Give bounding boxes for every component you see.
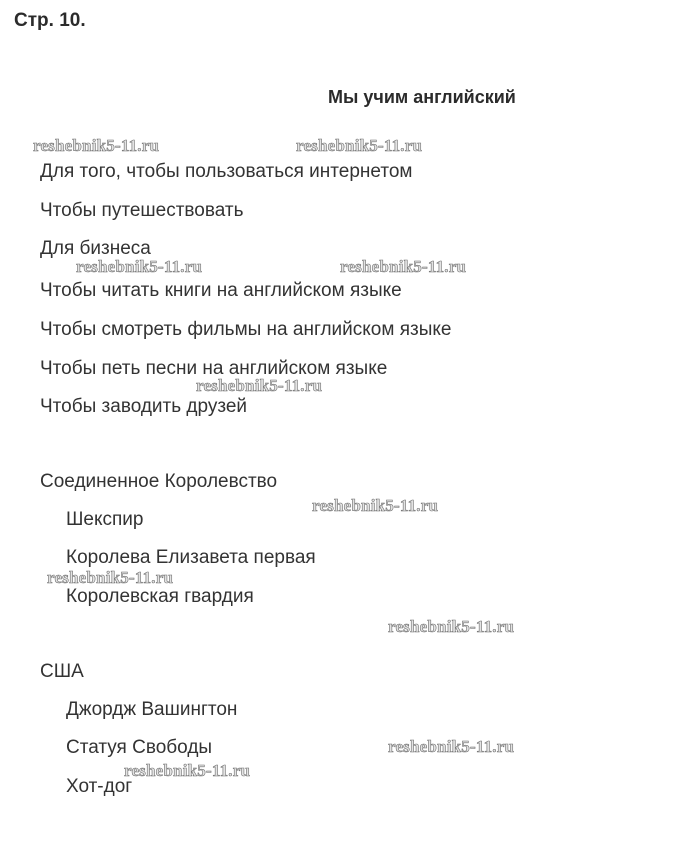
usa-item-hotdog: Хот-дог xyxy=(66,776,133,797)
watermark: reshebnik5-11.ru xyxy=(340,257,467,276)
usa-item-liberty: Статуя Свободы xyxy=(66,737,213,758)
page-number: Стр. 10. xyxy=(14,10,86,31)
usa-heading: США xyxy=(40,661,84,682)
watermark: reshebnik5-11.ru xyxy=(388,737,515,756)
uk-item-guard: Королевская гвардия xyxy=(66,586,254,607)
page-title: Мы учим английский xyxy=(328,87,516,107)
reason-internet: Для того, чтобы пользоваться интернетом xyxy=(40,161,413,182)
reason-films: Чтобы смотреть фильмы на английском языке xyxy=(40,319,452,340)
uk-item-shakespeare: Шекспир xyxy=(66,509,144,530)
reason-business: Для бизнеса xyxy=(40,238,151,259)
watermark: reshebnik5-11.ru xyxy=(76,257,203,276)
watermark: reshebnik5-11.ru xyxy=(33,136,160,155)
watermark: reshebnik5-11.ru xyxy=(388,617,515,636)
watermark: reshebnik5-11.ru xyxy=(312,496,439,515)
reason-songs: Чтобы петь песни на английском языке xyxy=(40,358,388,379)
watermark: reshebnik5-11.ru xyxy=(196,376,323,395)
reason-friends: Чтобы заводить друзей xyxy=(40,396,248,417)
watermark: reshebnik5-11.ru xyxy=(47,568,174,587)
uk-item-elizabeth: Королева Елизавета первая xyxy=(66,547,316,568)
reason-travel: Чтобы путешествовать xyxy=(40,200,244,221)
watermark: reshebnik5-11.ru xyxy=(296,136,423,155)
uk-heading: Соединенное Королевство xyxy=(40,471,278,492)
watermark: reshebnik5-11.ru xyxy=(124,761,251,780)
reason-books: Чтобы читать книги на английском языке xyxy=(40,280,402,301)
usa-item-washington: Джордж Вашингтон xyxy=(66,699,238,720)
